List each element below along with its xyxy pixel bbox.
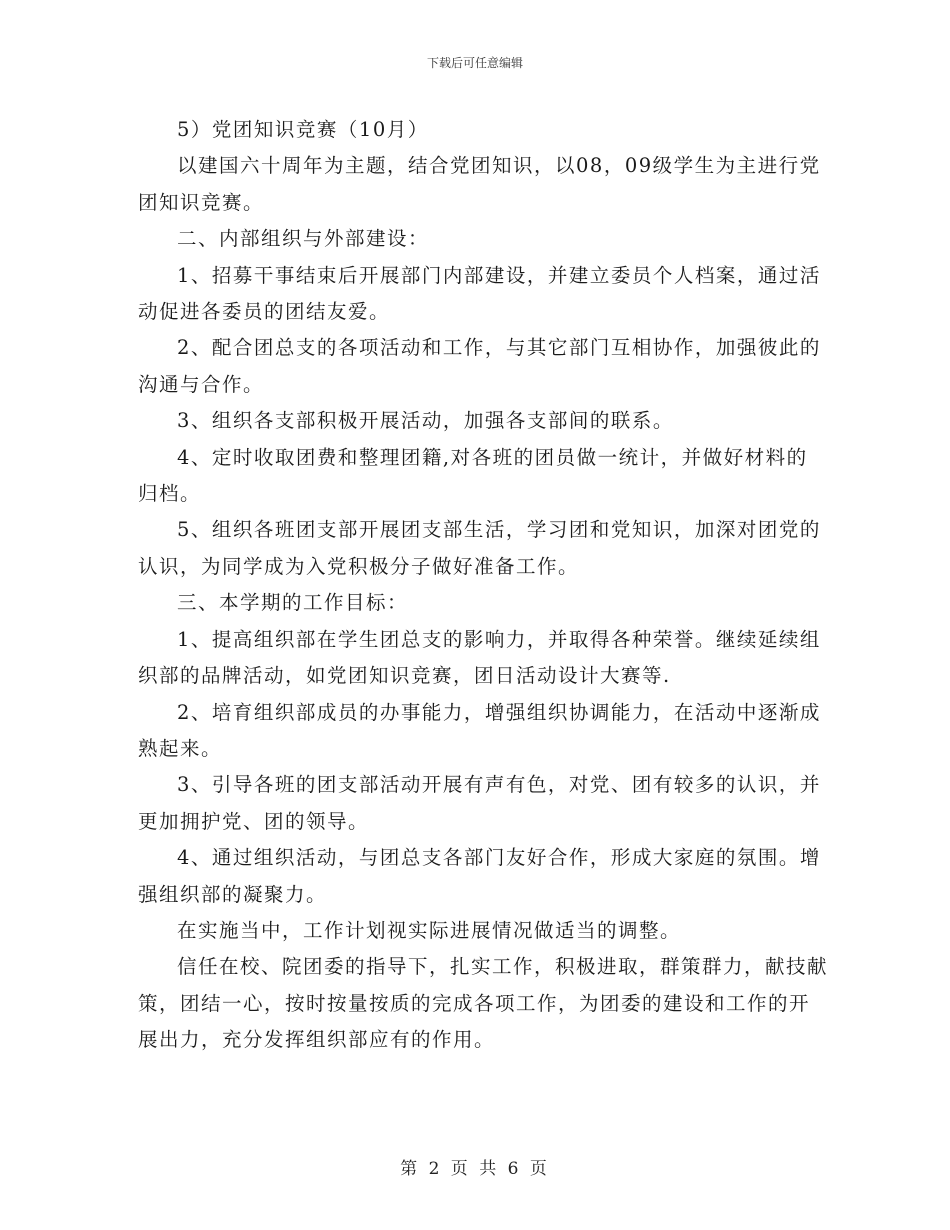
paragraph: 1、招募干事结束后开展部门内部建设，并建立委员个人档案，通过活动促进各委员的团结友爱。 xyxy=(138,263,821,324)
paragraph: 在实施当中，工作计划视实际进展情况做适当的调整。 xyxy=(177,918,682,942)
header-note: 下载后可任意编辑 xyxy=(426,56,523,70)
paragraph: 4、定时收取团费和整理团籍,对各班的团员做一统计，并做好材料的归档。 xyxy=(138,445,808,506)
footer-total-word: 共 xyxy=(479,1159,500,1179)
paragraph: 2、配合团总支的各项活动和工作，与其它部门互相协作，加强彼此的沟通与合作。 xyxy=(138,336,821,396)
page-number-footer xyxy=(0,1154,950,1179)
footer-page-word: 页 xyxy=(450,1159,471,1179)
paragraph: 3、组织各支部积极开展活动，加强各支部间的联系。 xyxy=(177,409,674,433)
paragraph: 5、组织各班团支部开展团支部生活，学习团和党知识，加深对团党的认识，为同学成为入党积极分子做好准备工作。 xyxy=(138,518,821,578)
section-heading: 三、本学期的工作目标： xyxy=(177,591,409,615)
section-heading: 二、内部组织与外部建设： xyxy=(177,227,430,251)
paragraph: 5）党团知识竞赛（10月） xyxy=(177,118,429,141)
paragraph: 2、培育组织部成员的办事能力，增强组织协调能力，在活动中逐渐成熟起来。 xyxy=(138,700,821,760)
paragraph: 3、引导各班的团支部活动开展有声有色，对党、团有较多的认识，并更加拥护党、团的领导。 xyxy=(138,773,821,833)
document-body xyxy=(138,112,828,1059)
paragraph: 4、通过组织活动，与团总支各部门友好合作，形成大家庭的氛围。增强组织部的凝聚力。 xyxy=(138,846,821,906)
paragraph: 信任在校、院团委的指导下，扎实工作，积极进取，群策群力，献技献策，团结一心，按时按量按质的完成各项工作，为团委的建设和工作的开展出力，充分发挥组织部应有的作用。 xyxy=(138,955,829,1052)
current-page-number: 2 xyxy=(428,1159,443,1179)
paragraph: 1、提高组织部在学生团总支的影响力，并取得各种荣誉。继续延续组织部的品牌活动，如党团知识竞赛，团日活动设计大赛等. xyxy=(138,627,821,688)
footer-suffix: 页 xyxy=(529,1159,550,1179)
paragraph: 以建国六十周年为主题，结合党团知识，以08，09级学生为主进行党团知识竞赛。 xyxy=(138,154,821,214)
footer-prefix: 第 xyxy=(400,1159,421,1179)
total-page-count: 6 xyxy=(507,1159,522,1179)
